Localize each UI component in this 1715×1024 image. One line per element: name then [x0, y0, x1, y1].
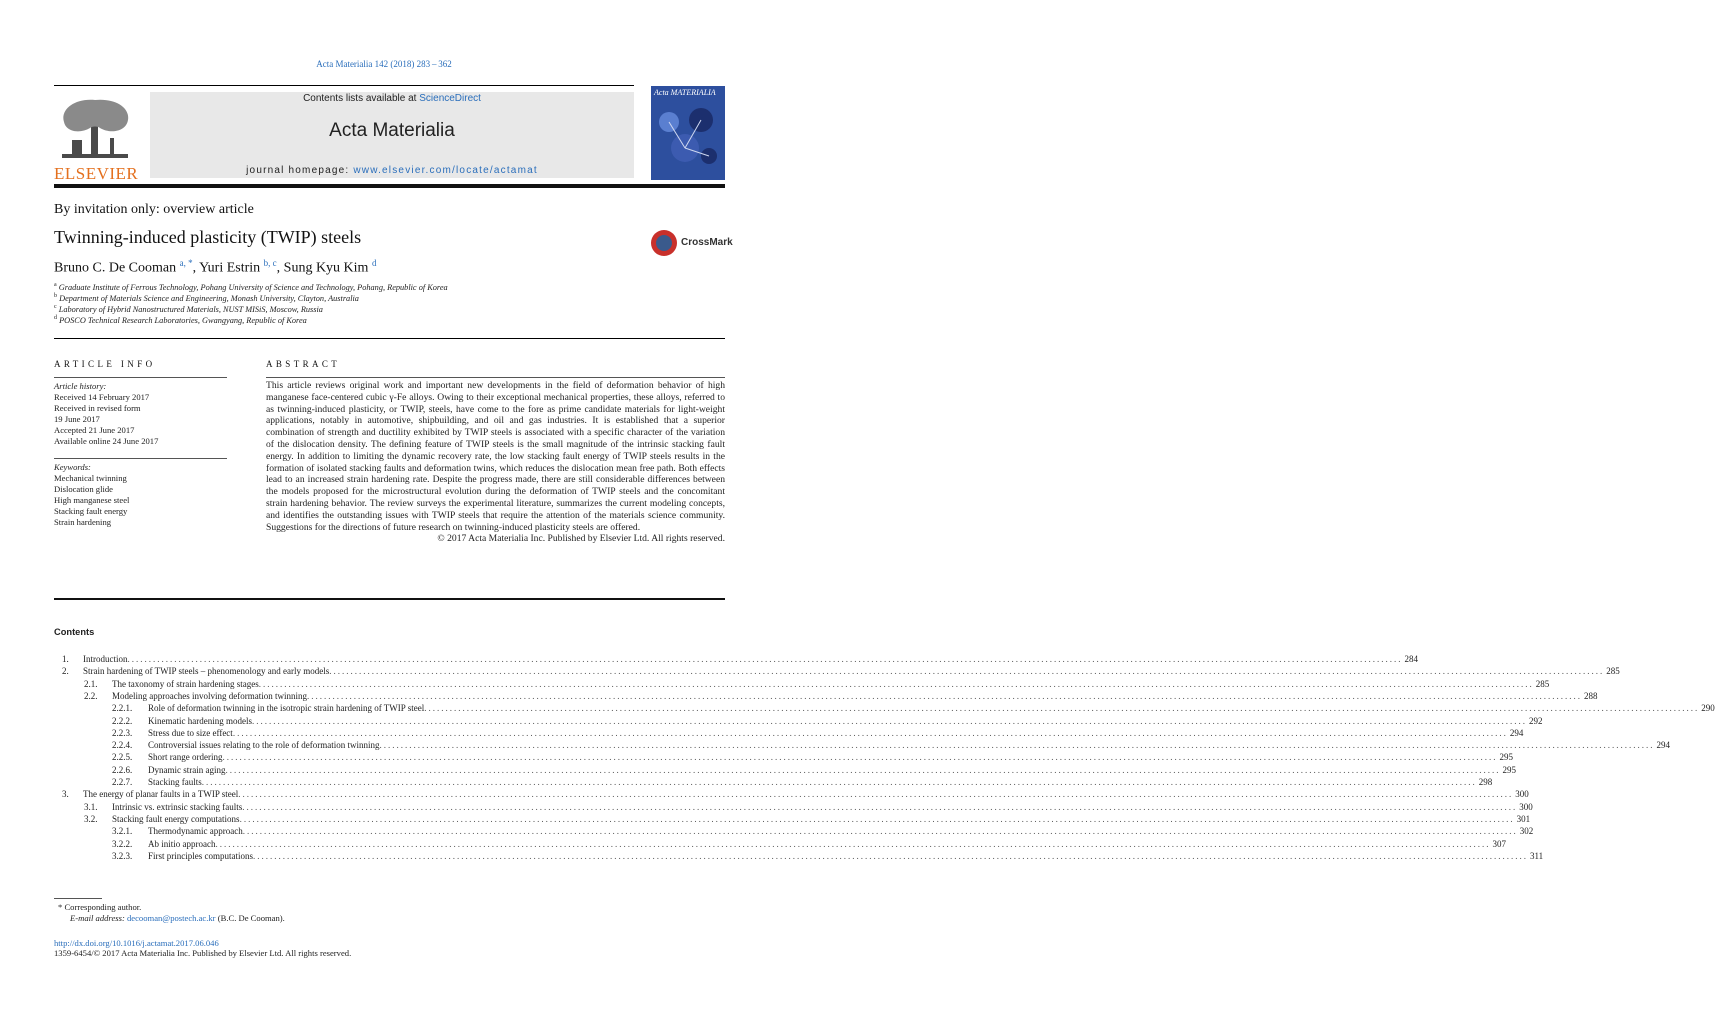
toc-entry-number: 2.2.5. — [112, 752, 133, 763]
toc-entry-number: 3.2.3. — [112, 850, 133, 861]
toc-entry[interactable]: 1. Introduction ............................................................................................................................................................................................................................................................................................................ 284 — [62, 654, 1418, 664]
header-thick-rule — [54, 184, 725, 188]
toc-entry-page: 295 — [1502, 764, 1516, 775]
toc-entry[interactable]: 3.2.3. First principles computations ............................................................................................................................................................................................................................................................................................................ 311 — [112, 850, 1544, 861]
toc-entry[interactable]: 3.2. Stacking fault energy computations ............................................................................................................................................................................................................................................................................................................ 301 — [84, 813, 1531, 824]
header-rule — [54, 85, 634, 86]
toc-entry-page: 300 — [1515, 789, 1529, 800]
toc-entry-number: 2.2.2. — [112, 715, 133, 726]
toc-entry-page: 301 — [1516, 813, 1531, 824]
toc-entry-number: 2. — [62, 666, 69, 677]
footnote-rule — [54, 898, 102, 899]
toc-entry-title: Strain hardening of TWIP steels – phenomenology and early models — [83, 666, 330, 677]
abstract-body — [266, 380, 725, 545]
toc-entry-title: The energy of planar faults in a TWIP steel — [83, 789, 239, 800]
affiliation: $^c$ Laboratory of Hybrid Nanostructured Materials, NUST MISiS, Moscow, Russia — [54, 304, 323, 314]
toc-entry-page: 311 — [1530, 850, 1544, 861]
author-affiliation-ref[interactable]: d — [371, 258, 377, 268]
toc-entry-number: 3.2. — [84, 813, 98, 824]
toc-entry-page: 285 — [1606, 666, 1620, 677]
toc-entry-title: Stacking fault energy computations — [112, 813, 240, 824]
toc-entry-number: 2.2.7. — [112, 777, 133, 787]
author-affiliation-ref[interactable]: b, c — [263, 258, 277, 268]
cover-title: Acta MATERIALIA — [654, 88, 716, 97]
toc-entry-page: 292 — [1528, 715, 1543, 726]
toc-entry-page: 295 — [1499, 752, 1513, 763]
article-info-heading: ARTICLE INFO — [54, 359, 156, 369]
toc-entry-title: Modeling approaches involving deformation twinning — [112, 690, 307, 701]
affiliation: $^d$ POSCO Technical Research Laboratories, Gwangyang, Republic of Korea — [54, 315, 307, 325]
crossmark-icon-inner — [656, 235, 672, 251]
toc-entry[interactable]: 2.2.1. Role of deformation twinning in the isotropic strain hardening of TWIP steel ............................................................................................................................................................................................................................................................................................................ 290 — [112, 703, 1715, 714]
toc-entry-title: First principles computations — [148, 850, 253, 861]
author-affiliation-ref[interactable]: a, * — [179, 258, 193, 268]
toc-entry-page: 285 — [1535, 678, 1550, 689]
toc-entry[interactable]: 2.2.5. Short range ordering ............................................................................................................................................................................................................................................................................................................ 295 — [112, 752, 1513, 763]
toc-entry-title: Stress due to size effect — [148, 727, 233, 738]
affiliation: $^b$ Department of Materials Science and Engineering, Monash University, Clayton, Australia — [54, 293, 359, 303]
author-name: Bruno C. De Cooman — [54, 260, 177, 276]
toc-entry-title: Kinematic hardening models — [148, 715, 252, 726]
toc-entry-page: 294 — [1509, 727, 1524, 738]
sciencedirect-link[interactable]: ScienceDirect — [419, 93, 481, 104]
toc-entry[interactable]: 2.2.2. Kinematic hardening models ............................................................................................................................................................................................................................................................................................................ 292 — [112, 715, 1543, 726]
email-suffix: (B.C. De Cooman). — [217, 913, 285, 923]
toc-entry[interactable]: 3.2.1. Thermodynamic approach ............................................................................................................................................................................................................................................................................................................ 302 — [112, 826, 1534, 837]
section-rule — [54, 338, 725, 339]
toc-entry-title: Dynamic strain aging — [148, 764, 226, 775]
toc-entry-number: 2.2. — [84, 690, 98, 701]
doi-link[interactable]: http://dx.doi.org/10.1016/j.actamat.2017.06.046 — [54, 938, 219, 948]
toc-entry-page: 284 — [1404, 654, 1418, 664]
toc-entry[interactable]: 2.2.4. Controversial issues relating to the role of deformation twinning ............................................................................................................................................................................................................................................................................................................ 294 — [112, 740, 1670, 751]
issn-copyright: 1359-6454/© 2017 Acta Materialia Inc. Published by Elsevier Ltd. All rights reserved. — [54, 948, 352, 958]
article-type: By invitation only: overview article — [54, 202, 254, 217]
contents-heading: Contents — [54, 627, 95, 637]
toc-entry-number: 3.1. — [84, 801, 98, 812]
abstract-heading: ABSTRACT — [266, 359, 341, 369]
toc-entry-title: Stacking faults — [148, 777, 202, 787]
toc-entry-title: The taxonomy of strain hardening stages — [112, 678, 259, 689]
toc-entry-number: 3.2.1. — [112, 826, 133, 837]
email-link[interactable]: decooman@postech.ac.kr — [126, 913, 216, 923]
toc-entry-title: Short range ordering — [148, 752, 223, 763]
toc-entry[interactable]: 2.2. Modeling approaches involving deformation twinning ............................................................................................................................................................................................................................................................................................................ 288 — [84, 690, 1598, 701]
history-item: Received 14 February 2017 — [54, 392, 150, 402]
toc-entry[interactable]: 3. The energy of planar faults in a TWIP steel ............................................................................................................................................................................................................................................................................................................ 300 — [62, 789, 1529, 800]
toc-entry-title: Ab initio approach — [148, 838, 216, 849]
toc-entry-number: 2.2.1. — [112, 703, 133, 714]
contents-availability — [150, 93, 634, 104]
toc-entry[interactable]: 2.2.6. Dynamic strain aging ............................................................................................................................................................................................................................................................................................................ 295 — [112, 764, 1516, 775]
toc-entry-number: 2.2.3. — [112, 727, 133, 738]
journal-citation[interactable]: Acta Materialia 142 (2018) 283 – 362 — [316, 59, 452, 69]
toc-entry-page: 300 — [1519, 801, 1533, 812]
toc-entry-number: 1. — [62, 654, 69, 664]
history-item: Received in revised form — [54, 403, 141, 413]
toc-entry-number: 3. — [62, 789, 69, 800]
toc-entry-title: Controversial issues relating to the role of deformation twinning — [148, 740, 380, 751]
keyword: High manganese steel — [54, 495, 130, 505]
author-name: Yuri Estrin — [199, 260, 261, 276]
toc-entry-page: 302 — [1519, 826, 1534, 837]
history-item: Available online 24 June 2017 — [54, 436, 159, 446]
affiliation: $^a$ Graduate Institute of Ferrous Technology, Pohang University of Science and Technology, Pohang, Republic of Korea — [54, 282, 448, 292]
toc-entry-number: 3.2.2. — [112, 838, 133, 849]
toc-entry-page: 294 — [1656, 740, 1670, 751]
toc-entry-title: Thermodynamic approach — [148, 826, 243, 837]
toc-entry-number: 2.2.6. — [112, 764, 133, 775]
toc-entry-title: Role of deformation twinning in the isotropic strain hardening of TWIP steel — [148, 703, 425, 714]
keywords-label: Keywords: — [54, 462, 91, 472]
abstract-copyright: © 2017 Acta Materialia Inc. Published by Elsevier Ltd. All rights reserved. — [437, 533, 725, 545]
toc-entry[interactable]: 2.2.3. Stress due to size effect ............................................................................................................................................................................................................................................................................................................ 294 — [112, 727, 1524, 738]
author-list: Bruno C. De Cooman $^{a, *}$, Yuri Estrin $^{b, c}$, Sung Kyu Kim $^d$ — [54, 258, 377, 276]
crossmark-badge[interactable] — [651, 230, 731, 260]
toc-entry-title: Introduction — [83, 654, 128, 664]
history-item: Accepted 21 June 2017 — [54, 425, 135, 435]
corresponding-author-note: * Corresponding author. — [58, 902, 142, 912]
abstract-bottom-rule — [54, 598, 725, 600]
homepage-link[interactable]: www.elsevier.com/locate/actamat — [353, 165, 538, 176]
divider — [54, 377, 227, 378]
toc-entry-title: Intrinsic vs. extrinsic stacking faults — [112, 801, 243, 812]
email-note — [70, 913, 285, 923]
homepage-prefix: journal homepage: — [246, 165, 354, 176]
email-label: E-mail address: — [70, 913, 125, 923]
publisher-logo-text: ELSEVIER — [54, 164, 139, 183]
author-name: Sung Kyu Kim — [283, 260, 369, 276]
journal-name: Acta Materialia — [329, 120, 455, 141]
keyword: Mechanical twinning — [54, 473, 127, 483]
toc-entry-number: 2.1. — [84, 678, 98, 689]
toc-entry-page: 290 — [1701, 703, 1715, 714]
article-title: Twinning-induced plasticity (TWIP) steels — [54, 227, 362, 247]
crossmark-icon — [651, 230, 677, 256]
divider — [54, 458, 227, 459]
toc-entry[interactable]: 2.2.7. Stacking faults ............................................................................................................................................................................................................................................................................................................ 298 — [112, 777, 1493, 787]
corresponding-label: Corresponding author. — [64, 902, 142, 912]
keyword: Strain hardening — [54, 517, 112, 527]
toc-entry[interactable]: 2.1. The taxonomy of strain hardening stages ............................................................................................................................................................................................................................................................................................................ 285 — [84, 678, 1550, 689]
toc-entry[interactable]: 3.1. Intrinsic vs. extrinsic stacking faults ............................................................................................................................................................................................................................................................................................................ 300 — [84, 801, 1533, 812]
journal-homepage — [150, 165, 634, 176]
crossmark-label: CrossMark — [681, 237, 733, 248]
history-item: 19 June 2017 — [54, 414, 100, 424]
history-label: Article history: — [54, 381, 107, 391]
toc-entry[interactable]: 2. Strain hardening of TWIP steels – phenomenology and early models ............................................................................................................................................................................................................................................................................................................ 285 — [62, 666, 1620, 677]
keyword: Stacking fault energy — [54, 506, 128, 516]
keyword: Dislocation glide — [54, 484, 113, 494]
journal-cover-image — [651, 86, 725, 180]
contents-prefix: Contents lists available at — [303, 93, 420, 104]
toc-entry-page: 288 — [1583, 690, 1598, 701]
toc-entry-page: 298 — [1478, 777, 1493, 787]
toc-entry-number: 2.2.4. — [112, 740, 133, 751]
toc-entry-page: 307 — [1492, 838, 1506, 849]
abstract-text: This article reviews original work and important new developments in the field of deformation behavior of high manganese face-centered cubic γ-Fe alloys. Owing to their exceptional mechanical properties, these alloys, referred to as twinning-induced plasticity, or TWIP, steels, have come to the fore as prime candidate materials for light-weight applications, notably in automotive, shipbuilding, and oil and gas industries. It is established that a superior combination of strength and ductility exhibited by TWIP steels is associated with a specific character of the variation of the dislocation density. The defining feature of TWIP steels is the small magnitude of the intrinsic stacking fault energy. In addition to limiting the dynamic recovery rate, the low stacking fault energy of TWIP steels results in the formation of isolated stacking faults and deformation twins, which reduces the dislocation mean free path. Both effects lead to an increased strain hardening rate. Despite the progress made, there are still considerable differences between the models proposed for the microstructural evolution during the deformation of TWIP steels and the concomitant strain hardening behavior. The review surveys the experimental literature, summarizes the current modeling concepts, and identifies the outstanding issues with TWIP steels that require the attention of the materials science community. Suggestions for the directions of future research on twinning-induced plasticity steels are offered. — [266, 380, 725, 533]
toc-entry[interactable]: 3.2.2. Ab initio approach ............................................................................................................................................................................................................................................................................................................ 307 — [112, 838, 1506, 849]
divider — [266, 377, 725, 378]
